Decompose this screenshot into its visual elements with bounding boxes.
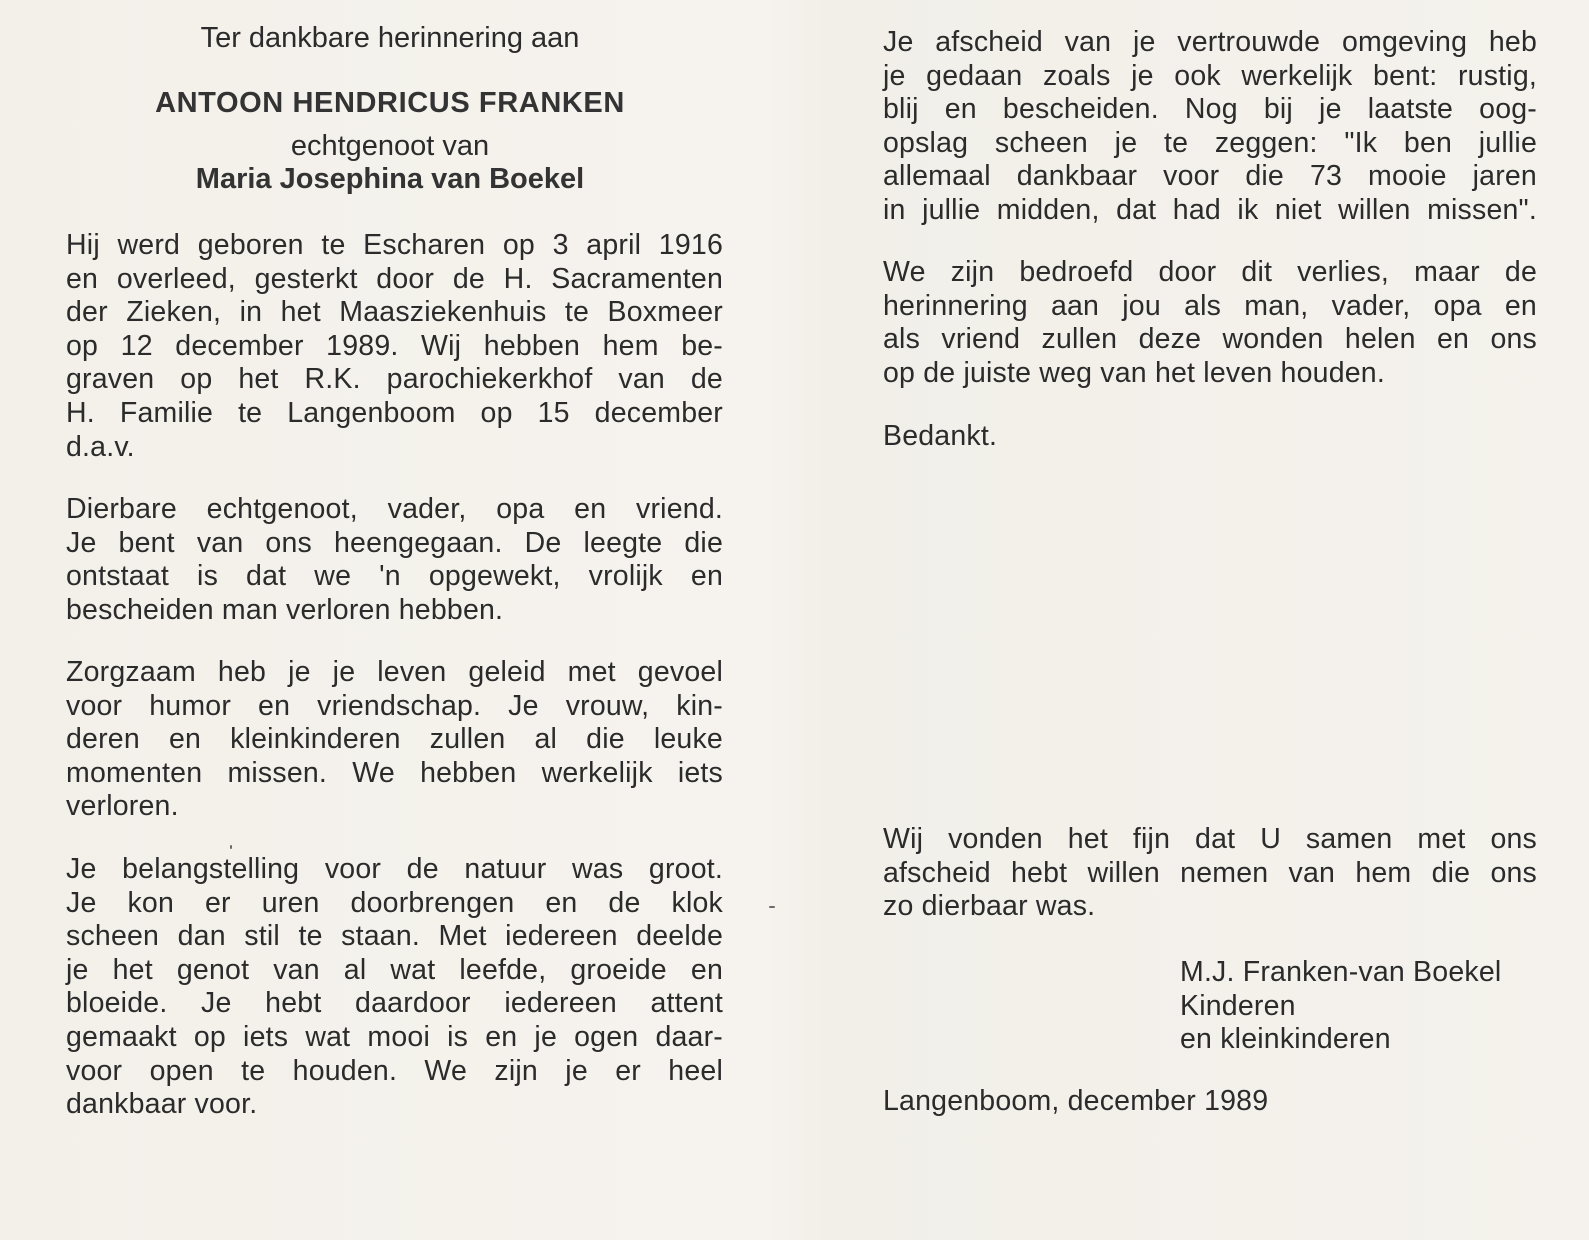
intro-text: Ter dankbare herinnering aan: [200, 22, 580, 54]
text-line: momenten missen. We hebben werkelijk iets: [66, 756, 723, 789]
signers-block: [1180, 956, 1540, 1057]
text-line: op de juiste weg van het leven houden.: [883, 356, 1385, 389]
text-line: opslag scheen je te zeggen: "Ik ben jullie: [883, 126, 1537, 159]
place-date-text: Langenboom, december 1989: [883, 1085, 1269, 1117]
deceased-name: ANTOON HENDRICUS FRANKEN: [155, 87, 625, 119]
text-line: bloeide. Je hebt daardoor iedereen attent: [66, 987, 723, 1020]
signer-name: Kinderen: [1180, 989, 1296, 1022]
text-line: op 12 december 1989. Wij hebben hem be-: [66, 329, 723, 362]
place-date: [883, 1085, 1268, 1119]
text-line: graven op het R.K. parochiekerkhof van de: [66, 363, 723, 396]
print-speck: [769, 906, 775, 908]
text-line: herinnering aan jou als man, vader, opa en: [883, 289, 1537, 322]
text-line: H. Familie te Langenboom op 15 december: [66, 396, 723, 429]
paragraph-farewell: [883, 26, 1537, 228]
text-line: Zorgzaam heb je je leven geleid met gevoel: [66, 656, 723, 688]
text-line: in jullie midden, dat had ik niet willen missen".: [883, 193, 1537, 226]
text-line: voor humor en vriendschap. Je vrouw, kin-: [66, 689, 723, 722]
text-line: bescheiden man verloren hebben.: [66, 593, 504, 626]
signer-name: en kleinkinderen: [1180, 1023, 1391, 1056]
text-line: zo dierbaar was.: [883, 890, 1096, 923]
text-line: afscheid hebt willen nemen van hem die ons: [883, 856, 1537, 889]
text-line: dankbaar voor.: [66, 1088, 258, 1121]
text-line: als vriend zullen deze wonden helen en ons: [883, 323, 1537, 356]
signer-name: M.J. Franken-van Boekel: [1180, 956, 1502, 988]
paragraph-grief: [883, 256, 1537, 390]
text-line: gemaakt op iets wat mooi is en je ogen daar-: [66, 1020, 723, 1053]
paragraph-caring: [66, 656, 723, 824]
text-line: deren en kleinkinderen zullen al die leuke: [66, 723, 723, 756]
text-line: Bedankt.: [883, 420, 998, 452]
text-line: je het genot van al wat leefde, groeide en: [66, 953, 723, 986]
text-line: verloren.: [66, 790, 179, 823]
text-line: Je belangstelling voor de natuur was groot.: [66, 853, 723, 885]
text-line: Dierbare echtgenoot, vader, opa en vriend.: [66, 493, 723, 525]
paragraph-nature: [66, 853, 723, 1122]
paragraph-gratitude: [883, 823, 1537, 924]
paragraph-thanks: [883, 420, 1537, 454]
text-line: Wij vonden het fijn dat U samen met ons: [883, 823, 1537, 855]
text-line: Je afscheid van je vertrouwde omgeving heb: [883, 26, 1537, 58]
text-line: Je kon er uren doorbrengen en de klok: [66, 886, 723, 919]
text-line: blij en bescheiden. Nog bij je laatste oog-: [883, 93, 1537, 126]
text-line: der Zieken, in het Maasziekenhuis te Boxmeer: [66, 296, 723, 329]
text-line: scheen dan stil te staan. Met iedereen deelde: [66, 920, 723, 953]
paragraph-dear-husband: [66, 493, 723, 627]
print-speck: [230, 845, 232, 849]
text-line: Je bent van ons heengegaan. De leegte die: [66, 526, 723, 559]
paragraph-biography: [66, 229, 723, 464]
text-line: je gedaan zoals je ook werkelijk bent: rustig,: [883, 59, 1537, 92]
left-panel: [0, 0, 780, 1240]
text-line: ontstaat is dat we 'n opgewekt, vrolijk en: [66, 560, 723, 593]
text-line: allemaal dankbaar voor die 73 mooie jaren: [883, 160, 1537, 193]
text-line: en overleed, gesterkt door de H. Sacramenten: [66, 262, 723, 295]
spouse-name: Maria Josephina van Boekel: [195, 163, 585, 195]
text-line: We zijn bedroefd door dit verlies, maar de: [883, 256, 1537, 288]
text-line: voor open te houden. We zijn je er heel: [66, 1054, 723, 1087]
text-line: d.a.v.: [66, 430, 135, 463]
spouse-label: echtgenoot van: [290, 130, 490, 162]
text-line: Hij werd geboren te Escharen op 3 april 1916: [66, 229, 723, 261]
